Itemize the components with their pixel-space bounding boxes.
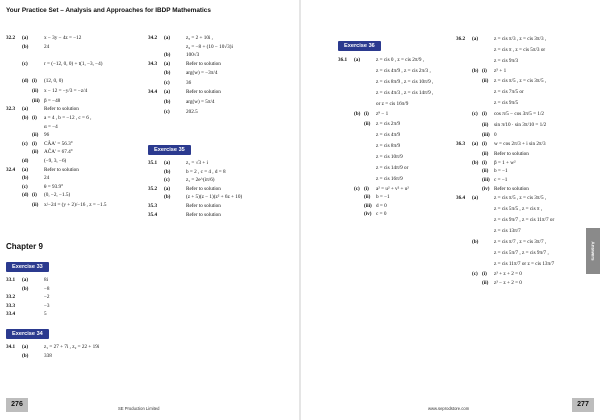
answer-text: z = cis 9π/7 , z = cis 11π/7 or <box>494 217 555 224</box>
question-number: 33.2 <box>6 294 16 301</box>
exercise-35-section <box>148 138 288 219</box>
answer-row <box>6 43 136 52</box>
answer-row <box>456 56 578 67</box>
answer-text: −8 <box>44 285 50 292</box>
answer-text: z = cis 2π/9 <box>376 120 401 127</box>
answers-column-3 <box>338 55 456 219</box>
answer-text: z = cis 7π/5 or <box>494 88 524 95</box>
answer-row <box>456 131 578 140</box>
answer-row <box>456 259 578 270</box>
answer-text: z = cis 4π/9 , z = cis 2π/3 , <box>376 68 431 74</box>
part-label: (c) <box>22 61 28 68</box>
answer-row <box>148 193 288 202</box>
answer-text: 24 <box>44 43 50 50</box>
answer-text: b = −1 <box>376 194 390 201</box>
answer-row <box>6 302 136 311</box>
answer-text: 96 <box>44 132 50 139</box>
question-number: 32.2 <box>6 35 16 41</box>
answer-text: arg(w) = −3π/4 <box>186 70 218 77</box>
answer-row <box>6 352 136 361</box>
answer-text: d = 0 <box>376 202 387 209</box>
part-label: (b) <box>164 70 171 77</box>
answer-row <box>148 202 288 211</box>
answer-text: x − 3y − 4z = −12 <box>44 35 82 41</box>
answer-row <box>456 34 578 45</box>
answer-text: 8i <box>44 277 49 283</box>
answer-row <box>338 130 456 141</box>
answer-row <box>148 60 288 69</box>
part-label: (a) <box>164 60 171 67</box>
answer-text: z = cis π/7 , z = cis 3π/7 , <box>494 239 547 246</box>
answer-row <box>456 159 578 168</box>
answer-text: z = cis 9π/3 <box>494 58 519 64</box>
answer-row <box>338 110 456 119</box>
answer-row <box>338 185 456 194</box>
answer-row <box>148 43 288 52</box>
answer-row <box>456 193 578 204</box>
answer-row <box>338 174 456 185</box>
subpart-label: (iv) <box>364 211 372 218</box>
answer-row <box>6 131 136 140</box>
answer-row <box>6 105 136 114</box>
answer-text: z₄ = −8 + (10 − 10√3)i <box>186 43 233 50</box>
answer-text: z⁹ − 1 <box>376 111 389 117</box>
part-label: (b) <box>354 111 361 117</box>
answer-text: r = (−12, 0, 0) + t(1, −3, −4) <box>44 61 103 68</box>
answer-row <box>6 285 136 294</box>
answer-row <box>148 79 288 88</box>
part-label: (b) <box>164 168 171 175</box>
answer-row <box>148 108 288 117</box>
answer-text: Refer to solution <box>44 106 79 113</box>
part-label: (c) <box>164 177 170 184</box>
answer-text: z = cis 11π/7 or z = cis 13π/7 <box>494 261 555 268</box>
part-label: (a) <box>164 35 171 41</box>
subpart-label: (ii) <box>482 168 489 175</box>
answer-row <box>338 141 456 152</box>
part-label: (c) <box>354 185 360 192</box>
exercise-35-banner: Exercise 35 <box>148 145 191 155</box>
answer-text: z = cis 5π/5 , z = cis π , <box>494 206 543 213</box>
question-number: 34.4 <box>148 88 158 95</box>
answer-row <box>338 88 456 99</box>
right-footer-credit: www.seprodstore.com <box>428 406 470 411</box>
answer-row <box>338 210 456 219</box>
question-number: 34.1 <box>6 343 16 350</box>
answer-row <box>148 168 288 177</box>
answer-row <box>456 270 578 279</box>
answer-text: z = cis 13π/7 <box>494 228 521 235</box>
answer-row <box>6 310 136 319</box>
part-label: (b) <box>472 239 479 246</box>
question-number: 34.2 <box>148 35 158 41</box>
answer-row <box>456 248 578 259</box>
subpart-label: (ii) <box>482 151 489 158</box>
part-label: (a) <box>164 185 171 192</box>
answer-row <box>338 119 456 130</box>
answer-text: AĈA′ = 67.4° <box>44 149 73 156</box>
subpart-label: (ii) <box>482 77 489 84</box>
subpart-label: (i) <box>482 159 487 166</box>
question-number: 36.3 <box>456 141 466 148</box>
answer-row <box>456 67 578 76</box>
answer-text: 0 <box>494 131 497 138</box>
subpart-label: (ii) <box>482 121 489 128</box>
answer-row <box>338 77 456 88</box>
answer-text: (0, −2, −1.5) <box>44 192 71 199</box>
question-number: 35.4 <box>148 211 158 218</box>
answer-row <box>6 191 136 200</box>
subpart-label: (ii) <box>32 132 39 139</box>
subpart-label: (i) <box>482 271 487 278</box>
part-label: (c) <box>164 108 170 115</box>
answer-row <box>338 66 456 77</box>
subpart-label: (i) <box>32 114 37 121</box>
answer-row <box>6 114 136 123</box>
answer-text: 24 <box>44 175 50 182</box>
answer-text: z⁵ + 1 <box>494 68 507 74</box>
part-label: (c) <box>22 183 28 190</box>
part-label: (a) <box>472 36 479 42</box>
answer-row <box>6 34 136 43</box>
answer-text: (−9, 3, −6) <box>44 157 67 164</box>
answer-row <box>6 140 136 149</box>
answer-text: z = cis 4π/3 , z = cis 14π/9 , <box>376 90 434 96</box>
subpart-label: (i) <box>482 68 487 74</box>
chapter-heading: Chapter 9 <box>6 242 43 251</box>
part-label: (a) <box>472 141 479 148</box>
answer-row <box>338 152 456 163</box>
exercise-34-banner: Exercise 34 <box>6 329 49 339</box>
answer-text: 5 <box>44 311 47 318</box>
subpart-label: (ii) <box>364 120 371 127</box>
answer-text: θ = 93.9° <box>44 183 64 190</box>
answer-row <box>148 211 288 220</box>
answer-row <box>148 185 288 194</box>
exercise-33-answers <box>6 276 136 319</box>
left-page-number: 276 <box>6 398 28 412</box>
left-footer-credit: SE Production Limited <box>118 406 160 411</box>
answer-row <box>456 185 578 194</box>
part-label: (b) <box>472 68 479 74</box>
answer-text: −3 <box>44 302 50 309</box>
answer-row <box>456 87 578 98</box>
answer-text: z₁ = 27 + 7i , z₂ = 22 + 19i <box>44 343 100 350</box>
answer-row <box>456 45 578 56</box>
page-header-title: Your Practice Set – Analysis and Approaches for IBDP Mathematics <box>6 7 211 14</box>
subpart-label: (iii) <box>482 176 490 183</box>
answer-row <box>6 77 136 86</box>
answer-text: −2 <box>44 294 50 301</box>
answers-column-1 <box>6 34 136 211</box>
question-number: 33.1 <box>6 277 16 283</box>
subpart-label: (iii) <box>482 131 490 138</box>
answer-text: z = cis 5π/7 , z = cis 9π/7 , <box>494 250 549 257</box>
answer-text: 100√3 <box>186 52 200 59</box>
subpart-label: (i) <box>482 110 487 117</box>
right-page-number: 277 <box>572 398 594 412</box>
answer-text: b = 2 , c = 4 , d = 8 <box>186 168 226 175</box>
answer-text: z = cis π/5 , z = cis 3π/5 , <box>494 195 547 202</box>
answers-column-2 <box>148 34 288 116</box>
answer-text: 202.5 <box>186 108 198 115</box>
answer-row <box>6 157 136 166</box>
question-number: 35.1 <box>148 160 158 166</box>
part-label: (a) <box>354 57 361 63</box>
answer-row <box>6 293 136 302</box>
answer-text: z = cis 8π/9 , z = cis 10π/9 , <box>376 79 434 85</box>
part-label: (b) <box>164 52 171 59</box>
part-label: (a) <box>472 195 479 202</box>
answer-text: a = 4 , b = −12 , c = 6 , <box>44 114 92 121</box>
part-label: (b) <box>164 98 171 105</box>
answer-text: α = −4 <box>44 123 58 130</box>
part-label: (b) <box>22 352 29 359</box>
answer-text: β = −48 <box>44 97 61 104</box>
answer-row <box>148 88 288 97</box>
answer-text: z₁ = 2e^(iπ/6) <box>186 177 215 184</box>
answer-text: 338 <box>44 352 52 359</box>
answer-row <box>456 120 578 131</box>
answer-text: Refer to solution <box>186 202 221 209</box>
answer-text: a² = u² + v² + u² <box>376 185 409 192</box>
answer-row <box>6 276 136 285</box>
answer-text: sin π/10 · sin 3π/10 = 1/2 <box>494 121 547 128</box>
part-label: (a) <box>22 277 29 283</box>
question-number: 35.2 <box>148 185 158 192</box>
answer-text: b = −1 <box>494 168 508 175</box>
subpart-label: (ii) <box>32 149 39 156</box>
answer-row <box>148 176 288 185</box>
subpart-label: (i) <box>364 185 369 192</box>
part-label: (a) <box>22 35 29 41</box>
part-label: (c) <box>22 140 28 147</box>
answer-row <box>6 148 136 157</box>
page-gutter <box>299 0 301 420</box>
question-number: 32.4 <box>6 166 16 173</box>
answer-text: Refer to solution <box>186 211 221 218</box>
part-label: (d) <box>22 192 29 199</box>
answer-text: z = cis 0 , z = cis 2π/9 , <box>376 57 425 63</box>
answer-row <box>6 123 136 132</box>
exercise-34-answers <box>6 343 136 360</box>
exercise-36-section <box>338 34 456 219</box>
answer-row <box>148 68 288 79</box>
answer-row <box>456 176 578 185</box>
answer-row <box>338 163 456 174</box>
answer-row <box>6 343 136 352</box>
answer-text: Refer to solution <box>494 185 529 192</box>
part-label: (d) <box>22 78 29 85</box>
answer-text: z = cis 4π/9 <box>376 131 401 138</box>
part-label: (b) <box>22 43 29 50</box>
answer-text: 36 <box>186 80 192 87</box>
part-label: (b) <box>22 114 29 121</box>
answer-text: (12, 0, 0) <box>44 78 64 85</box>
answer-row <box>6 183 136 192</box>
answer-row <box>456 226 578 237</box>
part-label: (a) <box>22 343 29 350</box>
subpart-label: (i) <box>364 111 369 117</box>
answer-text: (z + 5)(z − 1)(z² + 6z + 10) <box>186 194 243 201</box>
answer-text: x/−24 = (y + 2)/−16 , z = −1.5 <box>44 201 107 208</box>
answer-row <box>456 237 578 248</box>
question-number: 36.1 <box>338 57 348 63</box>
answer-text: z₁ = √3 + i <box>186 160 209 166</box>
answer-row <box>6 51 136 77</box>
question-number: 36.2 <box>456 36 466 42</box>
answers-side-tab: Answers <box>586 228 600 274</box>
subpart-label: (i) <box>32 78 37 85</box>
answer-text: c = −1 <box>494 176 508 183</box>
answer-row <box>148 51 288 60</box>
answer-text: z = cis 16π/9 <box>376 175 403 182</box>
answer-text: Refer to solution <box>44 166 79 173</box>
answer-row <box>338 202 456 211</box>
part-label: (c) <box>472 271 478 278</box>
question-number: 32.3 <box>6 106 16 113</box>
answer-text: w = cos 2π/3 + i sin 2π/3 <box>494 141 546 148</box>
exercise-33-banner: Exercise 33 <box>6 262 49 272</box>
answer-row <box>456 150 578 159</box>
answer-text: z = cis π , z = cis 5π/3 or <box>494 47 546 53</box>
question-number: 35.3 <box>148 202 158 209</box>
subpart-label: (ii) <box>32 201 39 208</box>
answers-column-4 <box>456 34 578 287</box>
answer-text: z = cis 9π/5 <box>494 99 519 106</box>
answer-text: CÂA′ = 56.3° <box>44 140 73 147</box>
part-label: (b) <box>22 285 29 292</box>
part-label: (b) <box>22 175 29 182</box>
answer-row <box>148 34 288 43</box>
answer-row <box>456 76 578 87</box>
part-label: (a) <box>22 106 29 113</box>
subpart-label: (i) <box>32 140 37 147</box>
exercise-35-answers <box>148 159 288 219</box>
answer-row <box>456 139 578 150</box>
answer-text: x − 12 = −y/3 = −z/4 <box>44 87 88 94</box>
answer-row <box>6 166 136 175</box>
subpart-label: (iv) <box>482 185 490 192</box>
answer-text: Refer to solution <box>186 88 221 95</box>
subpart-label: (ii) <box>364 194 371 201</box>
answer-text: β = 1 + w² <box>494 159 516 166</box>
chapter-9-section <box>6 232 136 360</box>
part-label: (a) <box>164 160 171 166</box>
subpart-label: (iii) <box>32 97 40 104</box>
answer-row <box>148 159 288 168</box>
subpart-label: (i) <box>32 192 37 199</box>
question-number: 36.4 <box>456 195 466 202</box>
answer-row <box>456 204 578 215</box>
answer-row <box>148 97 288 108</box>
subpart-label: (i) <box>482 141 487 148</box>
part-label: (d) <box>22 157 29 164</box>
answer-row <box>456 215 578 226</box>
answer-text: z = cis π/5 , z = cis 3π/5 , <box>494 77 547 84</box>
answer-row <box>338 193 456 202</box>
answer-text: z = cis 8π/9 <box>376 142 401 149</box>
answer-row <box>456 167 578 176</box>
question-number: 34.3 <box>148 60 158 67</box>
answer-text: z = cis 10π/9 <box>376 153 403 160</box>
answer-row <box>456 98 578 109</box>
part-label: (b) <box>472 159 479 166</box>
answer-row <box>6 174 136 183</box>
answer-row <box>338 55 456 66</box>
question-number: 33.4 <box>6 311 16 318</box>
answer-row <box>6 200 136 211</box>
answer-text: z³ + z + 2 = 0 <box>494 271 522 278</box>
subpart-label: (iii) <box>364 202 372 209</box>
subpart-label: (ii) <box>482 279 489 286</box>
answer-text: z₃ = 2 + 10i , <box>186 35 213 41</box>
part-label: (a) <box>164 88 171 95</box>
exercise-36-banner: Exercise 36 <box>338 41 381 51</box>
answer-text: Refer to solution <box>494 151 529 158</box>
answer-text: c = 0 <box>376 211 387 218</box>
answer-text: or z = cis 16π/9 <box>376 101 409 107</box>
subpart-label: (ii) <box>32 87 39 94</box>
answer-text: arg(w) = 5π/4 <box>186 98 215 105</box>
answer-row <box>6 86 136 97</box>
part-label: (c) <box>472 110 478 117</box>
answer-text: z³ − z + 2 = 0 <box>494 279 522 286</box>
question-number: 33.3 <box>6 302 16 309</box>
part-label: (c) <box>164 80 170 87</box>
answer-text: Refer to solution <box>186 60 221 67</box>
part-label: (b) <box>164 194 171 201</box>
answer-text: z = cis π/3 , z = cis 3π/3 , <box>494 36 547 42</box>
answer-text: Refer to solution <box>186 185 221 192</box>
answer-row <box>456 109 578 120</box>
answer-row <box>6 97 136 106</box>
answer-text: z = cis 14π/9 or <box>376 164 409 171</box>
answer-row <box>338 99 456 110</box>
answer-row <box>456 279 578 288</box>
part-label: (a) <box>22 166 29 173</box>
answer-text: cos π/5 − cos 3π/5 = 1/2 <box>494 110 544 117</box>
